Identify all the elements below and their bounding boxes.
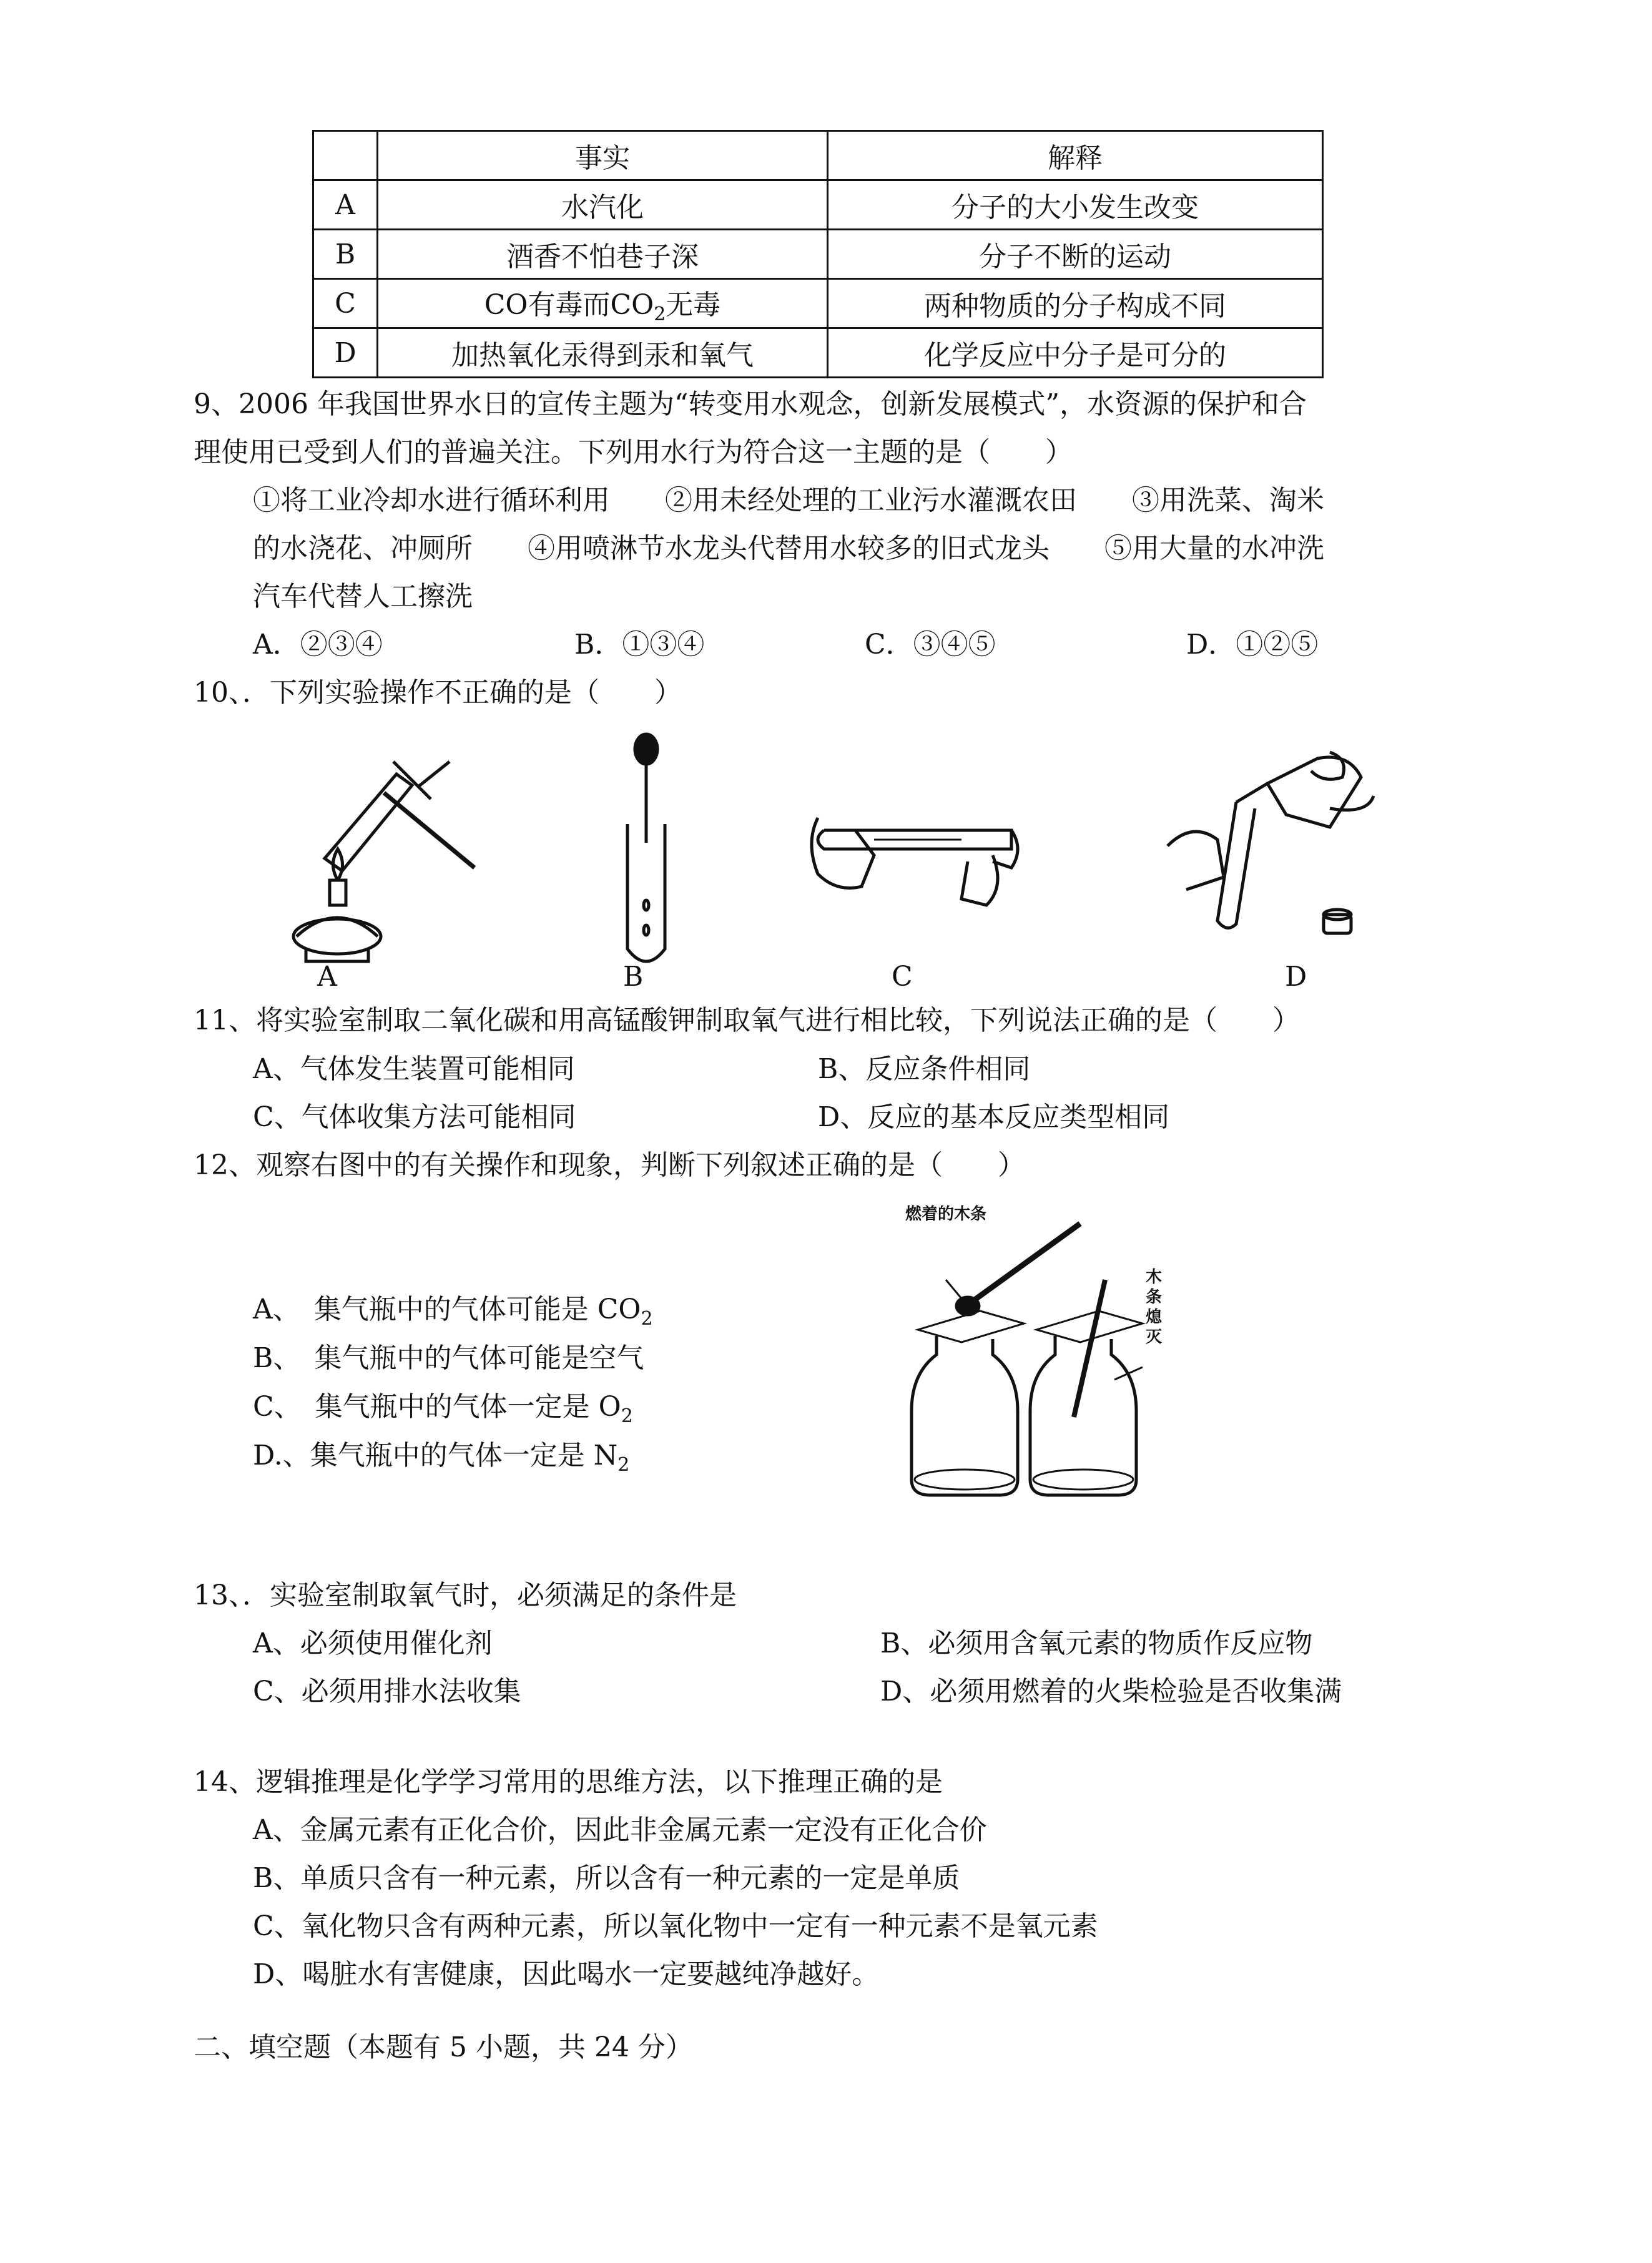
table-row	[313, 230, 1323, 279]
q9-stem-line1: 9、2006 年我国世界水日的宣传主题为“转变用水观念，创新发展模式”，水资源的保护和合	[194, 388, 1307, 420]
q14-option-d[interactable]: D、喝脏水有害健康，因此喝水一定要越纯净越好。	[253, 1958, 880, 1990]
q9-item-line: 的水浇花、冲厕所 ④用喷淋节水龙头代替用水较多的旧式龙头 ⑤用大量的水冲洗	[253, 533, 1324, 564]
fig-label-d: D	[1285, 961, 1307, 993]
option-text: C、 集气瓶中的气体一定是 O	[253, 1391, 621, 1423]
row-fact: 加热氧化汞得到汞和氧气	[378, 328, 828, 378]
row-explain: 分子的大小发生改变	[828, 180, 1323, 230]
table-row	[313, 279, 1323, 328]
row-key: C	[313, 279, 378, 328]
q9-stem-line2: 理使用已受到人们的普遍关注。下列用水行为符合这一主题的是（ ）	[194, 436, 1073, 468]
row-explain: 两种物质的分子构成不同	[828, 279, 1323, 328]
row-key: D	[313, 328, 378, 378]
q9-option-c[interactable]: C．③④⑤	[865, 629, 996, 660]
fig-label-c: C	[892, 961, 913, 993]
q9-item-line: 汽车代替人工擦洗	[253, 581, 473, 612]
facts-table	[312, 130, 1324, 378]
table-header-cell: 事实	[378, 131, 828, 180]
table-row	[313, 328, 1323, 378]
table-header-cell: 解释	[828, 131, 1323, 180]
q13-option-b[interactable]: B、必须用含氧元素的物质作反应物	[880, 1627, 1313, 1659]
fig-label-a: A	[317, 961, 337, 993]
gas-jar-figure	[899, 1211, 1168, 1511]
q12-option-b[interactable]: B、 集气瓶中的气体可能是空气	[253, 1342, 644, 1374]
table-header-cell	[313, 131, 378, 180]
option-text: D.、集气瓶中的气体一定是 N	[253, 1440, 618, 1471]
section-heading: 二、填空题（本题有 5 小题，共 24 分）	[194, 2031, 693, 2063]
q12-stem: 12、观察右图中的有关操作和现象，判断下列叙述正确的是（ ）	[194, 1149, 1025, 1181]
pouring-liquid-figure	[1143, 746, 1380, 958]
q10-stem: 10、．下列实验操作不正确的是（ ）	[194, 677, 682, 709]
row-fact: 酒香不怕巷子深	[378, 230, 828, 279]
row-key: B	[313, 230, 378, 279]
heating-tube-figure	[268, 749, 506, 974]
q13-option-a[interactable]: A、必须使用催化剂	[253, 1627, 493, 1659]
q11-stem: 11、将实验室制取二氧化碳和用高锰酸钾制取氧气进行相比较，下列说法正确的是（ ）	[194, 1004, 1300, 1036]
dropper-figure	[609, 730, 684, 980]
q11-option-d[interactable]: D、反应的基本反应类型相同	[818, 1101, 1170, 1133]
table-row	[313, 180, 1323, 230]
fig-label-b: B	[623, 961, 644, 993]
subscript: 2	[641, 1307, 653, 1330]
q9-option-b[interactable]: B．①③④	[574, 629, 705, 660]
row-fact	[378, 279, 828, 328]
q12-option-a[interactable]	[253, 1291, 653, 1338]
q12-option-c[interactable]	[253, 1388, 633, 1435]
q14-option-a[interactable]: A、金属元素有正化合价，因此非金属元素一定没有正化合价	[253, 1814, 987, 1846]
q14-option-b[interactable]: B、单质只含有一种元素，所以含有一种元素的一定是单质	[253, 1862, 960, 1894]
q9-option-a[interactable]: A．②③④	[253, 629, 383, 660]
option-text: A、 集气瓶中的气体可能是 CO	[253, 1293, 641, 1325]
q14-stem: 14、逻辑推理是化学学习常用的思维方法，以下推理正确的是	[194, 1766, 943, 1798]
fig-label-stick-extinguished: 木条熄灭	[1146, 1268, 1163, 1347]
subscript: 2	[654, 303, 666, 325]
q13-option-d[interactable]: D、必须用燃着的火柴检验是否收集满	[880, 1676, 1342, 1707]
fact-text: 无毒	[666, 288, 721, 321]
fact-text: CO有毒而CO	[484, 288, 654, 321]
q12-option-d[interactable]	[253, 1437, 629, 1484]
row-key: A	[313, 180, 378, 230]
q9-item-line: ①将工业冷却水进行循环利用 ②用未经处理的工业污水灌溉农田 ③用洗菜、淘米	[253, 484, 1324, 516]
row-explain: 分子不断的运动	[828, 230, 1323, 279]
q11-option-c[interactable]: C、气体收集方法可能相同	[253, 1101, 576, 1133]
q11-option-a[interactable]: A、气体发生装置可能相同	[253, 1053, 575, 1085]
row-fact: 水汽化	[378, 180, 828, 230]
row-explain: 化学反应中分子是可分的	[828, 328, 1323, 378]
q13-option-c[interactable]: C、必须用排水法收集	[253, 1676, 521, 1707]
q14-option-c[interactable]: C、氧化物只含有两种元素，所以氧化物中一定有一种元素不是氧元素	[253, 1910, 1098, 1942]
q13-stem: 13、．实验室制取氧气时，必须满足的条件是	[194, 1579, 737, 1611]
shaking-tube-figure	[805, 793, 1030, 918]
subscript: 2	[621, 1405, 633, 1427]
q9-option-d[interactable]: D．①②⑤	[1186, 629, 1319, 660]
q11-option-b[interactable]: B、反应条件相同	[818, 1053, 1031, 1085]
fig-label-burning-stick: 燃着的木条	[905, 1205, 987, 1224]
table-header-row	[313, 131, 1323, 180]
subscript: 2	[617, 1453, 630, 1476]
